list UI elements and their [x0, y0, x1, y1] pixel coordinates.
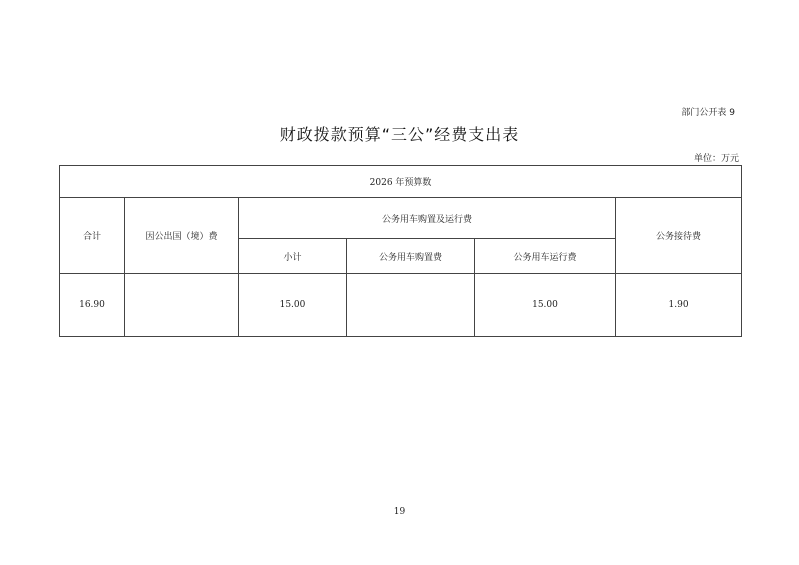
header-vehicle-purchase: 公务用车购置费 — [347, 239, 475, 274]
budget-table — [59, 165, 742, 337]
value-reception: 1.90 — [616, 274, 742, 337]
header-vehicle-operation: 公务用车运行费 — [475, 239, 616, 274]
header-row-1 — [60, 198, 742, 239]
value-vehicle-operation: 15.00 — [475, 274, 616, 337]
value-overseas — [125, 274, 239, 337]
year-header-row — [60, 166, 742, 198]
header-subtotal: 小计 — [239, 239, 347, 274]
header-total: 合计 — [60, 198, 125, 274]
header-reception: 公务接待费 — [616, 198, 742, 274]
value-total: 16.90 — [60, 274, 125, 337]
page-number: 19 — [393, 507, 406, 517]
header-overseas: 因公出国（境）费 — [125, 198, 239, 274]
value-vehicle-purchase — [347, 274, 475, 337]
year-header-cell: 2026 年预算数 — [60, 166, 742, 198]
value-subtotal: 15.00 — [239, 274, 347, 337]
page-title: 财政拨款预算“三公”经费支出表 — [279, 125, 520, 144]
table-number: 部门公开表 9 — [681, 108, 735, 118]
data-row — [60, 274, 742, 337]
header-vehicle-group: 公务用车购置及运行费 — [239, 198, 616, 239]
unit-label: 单位：万元 — [693, 154, 739, 164]
